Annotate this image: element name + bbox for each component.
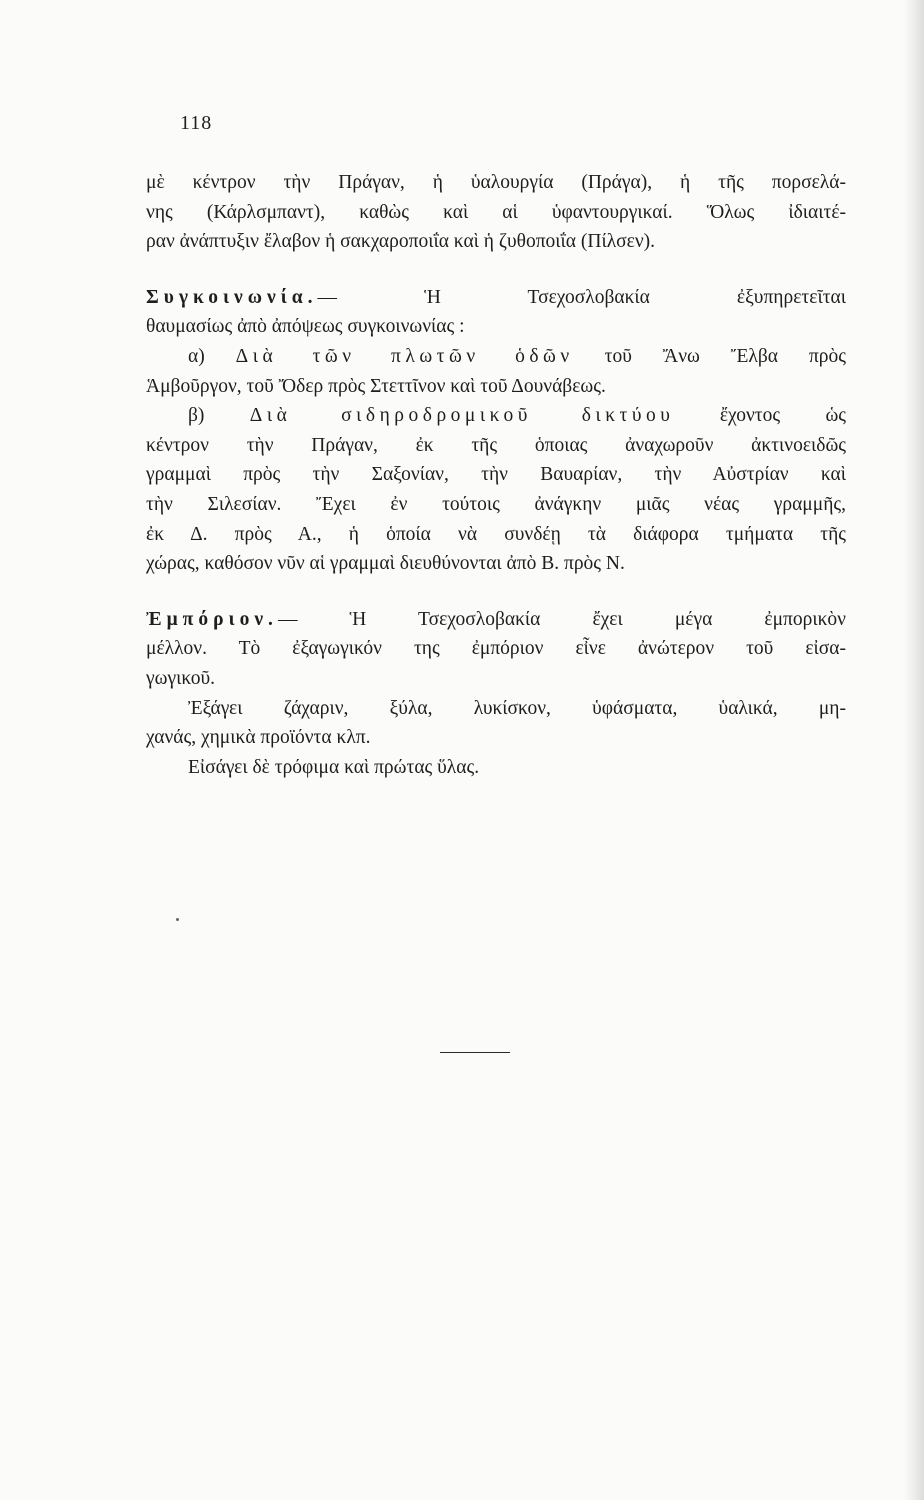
page-edge-shadow <box>904 0 924 1500</box>
text-line: μὲ κέντρον τὴν Πράγαν, ἡ ὑαλουργία (Πράγα), ἡ τῆς πορσελά- <box>146 172 846 193</box>
text-line: ἐκ Δ. πρὸς Α., ἡ ὁποία νὰ συνδέῃ τὰ διάφορα τμήματα τῆς <box>146 523 846 545</box>
item-label: α) <box>188 345 205 367</box>
text-line: νης (Κάρλσμπαντ), καθὼς καὶ αἱ ὑφαντουργικαί. Ὅλως ἰδιαιτέ- <box>146 201 846 223</box>
text-segment: — Ἡ Τσεχοσλοβακία ἔχει μέγα ἐμπορικὸν <box>277 608 846 630</box>
text-line: χανάς, χημικὰ προϊόντα κλπ. <box>146 727 371 749</box>
text-line: χώρας, καθόσον νῦν αἱ γραμμαὶ διευθύνονται ἀπὸ Β. πρὸς Ν. <box>146 553 625 575</box>
text-line: μέλλον. Τὸ ἐξαγωγικόν της ἐμπόριον εἶνε ἀνώτερον τοῦ εἰσα- <box>146 638 846 660</box>
section-first-line <box>146 283 846 313</box>
text-line: κέντρον τὴν Πράγαν, ἐκ τῆς ὁποιας ἀναχωροῦν ἀκτινοειδῶς <box>146 434 846 456</box>
text-segment: ἔχοντος ὡς <box>719 405 847 427</box>
text-line: θαυμασίως ἀπὸ ἀπόψεως συγκοινωνίας : <box>146 316 465 338</box>
spaced-emphasis: Διὰ τῶν πλωτῶν ὁδῶν <box>235 345 574 367</box>
print-speck <box>176 918 179 921</box>
section-heading-communication: Συγκοινωνία. <box>146 286 318 308</box>
paragraph-gap <box>146 257 846 283</box>
text-segment: τοῦ Ἄνω Ἔλβα πρὸς <box>604 345 847 367</box>
section-heading-trade: Ἐμπόριον. <box>146 608 278 630</box>
text-line: γραμμαὶ πρὸς τὴν Σαξονίαν, τὴν Βαυαρίαν, τὴν Αὐστρίαν καὶ <box>146 464 846 486</box>
spaced-emphasis: Διὰ σιδηροδρομικοῦ δικτύου <box>249 405 675 427</box>
text-line: τὴν Σιλεσίαν. Ἔχει ἐν τούτοις ἀνάγκην μιᾶς νέας γραμμῆς, <box>146 493 846 515</box>
text-line: ραν ἀνάπτυξιν ἔλαβον ἡ σακχαροποιΐα καὶ ἡ ζυθοποιΐα (Πίλσεν). <box>146 231 656 253</box>
text-line: Ἁμβοῦργον, τοῦ Ὄδερ πρὸς Στεττῖνον καὶ τοῦ Δουνάβεως. <box>146 375 606 397</box>
text-line: γωγικοῦ. <box>146 667 215 689</box>
page-number: 118 <box>180 112 213 134</box>
text-line: Ἐξάγει ζάχαριν, ξύλα, λυκίσκον, ὑφάσματα, ὑαλικά, μη- <box>188 697 846 719</box>
section-first-line <box>146 605 846 635</box>
page-body <box>146 168 846 782</box>
text-segment: — Ἡ Τσεχοσλοβακία ἐξυπηρετεῖται <box>317 286 846 308</box>
item-a-line <box>146 342 846 372</box>
item-label: β) <box>188 405 205 427</box>
end-rule <box>440 1052 510 1053</box>
text-line: Εἰσάγει δὲ τρόφιμα καὶ πρώτας ὕλας. <box>188 756 480 778</box>
item-b-line <box>146 401 846 431</box>
paragraph-gap <box>146 579 846 605</box>
